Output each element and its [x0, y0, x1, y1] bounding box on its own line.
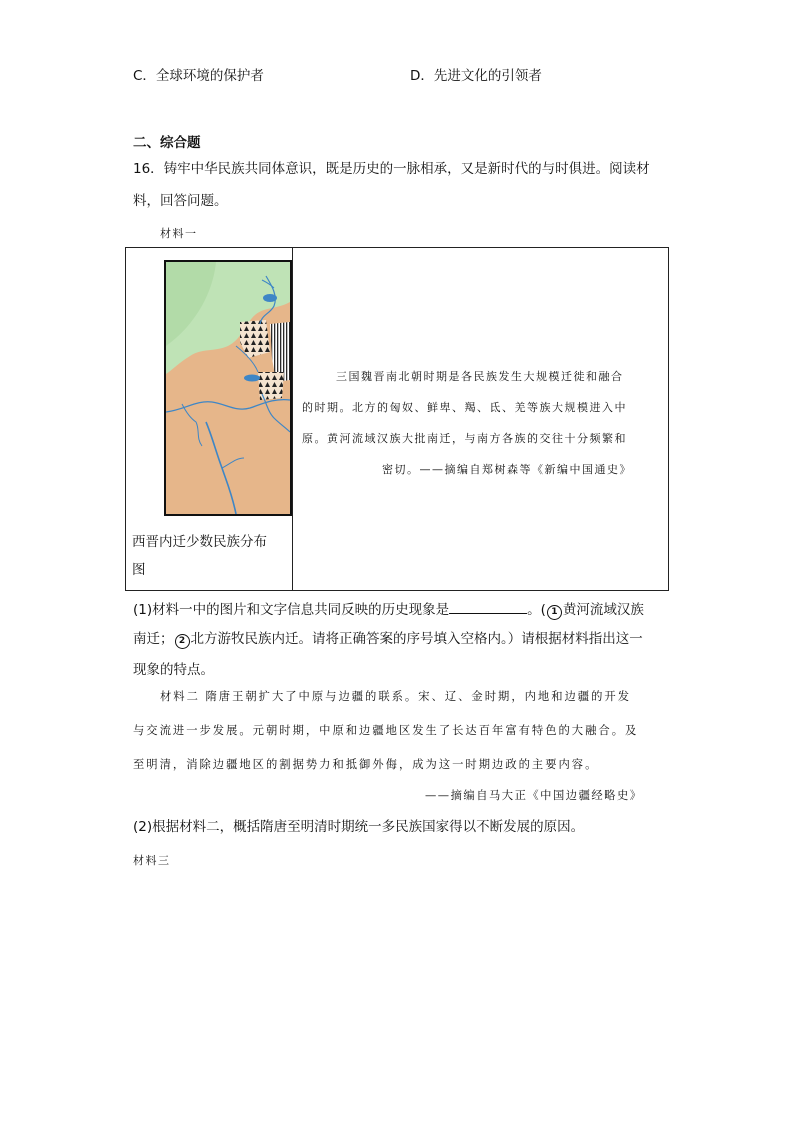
western-jin-migration-map	[164, 260, 292, 516]
map-caption-line-1: 西晋内迁少数民族分布	[132, 534, 267, 550]
circled-number-2: 2	[175, 634, 190, 649]
sub-question-1-line-1	[133, 599, 644, 620]
material-1-text-line-2: 的时期。北方的匈奴、鲜卑、羯、氐、羌等族大规模进入中	[302, 401, 627, 414]
sub-question-2: (2)根据材料二，概括隋唐至明清时期统一多民族国家得以不断发展的原因。	[133, 819, 585, 835]
map-graphic	[166, 262, 290, 514]
map-caption-line-2: 图	[132, 562, 146, 578]
sub1-part-2: 。(	[527, 602, 546, 618]
section-title: 二、综合题	[133, 135, 201, 151]
material-2-line-2: 与交流进一步发展。元朝时期，中原和边疆地区发生了长达百年富有特色的大融合。及	[133, 724, 639, 737]
option-c: C．全球环境的保护者	[133, 68, 264, 84]
material-2-source: ——摘编自马大正《中国边疆经略史》	[425, 789, 643, 802]
material-1-label: 材料一	[160, 227, 198, 240]
sub1-part-3: 黄河流域汉族	[562, 602, 644, 618]
question-line-2: 料，回答问题。	[133, 193, 228, 209]
material-2-line-3: 至明清，消除边疆地区的割据势力和抵御外侮，成为这一时期边政的主要内容。	[133, 758, 599, 771]
sub1-line2-a: 南迁；	[133, 631, 174, 647]
sub-question-1-line-2	[133, 629, 643, 649]
material-1-text-line-4: 密切。——摘编自郑树森等《新编中国通史》	[382, 463, 632, 476]
sub1-line2-b: 北方游牧民族内迁。请将正确答案的序号填入空格内。）请根据材料指出这一	[190, 631, 643, 647]
table-divider	[292, 248, 293, 590]
circled-number-1: 1	[547, 605, 562, 620]
answer-blank[interactable]	[449, 599, 527, 614]
sub1-part-1: (1)材料一中的图片和文字信息共同反映的历史现象是	[133, 602, 450, 618]
material-1-text-line-1: 三国魏晋南北朝时期是各民族发生大规模迁徙和融合	[336, 370, 624, 383]
material-1-table	[125, 247, 669, 591]
material-1-text-line-3: 原。黄河流域汉族大批南迁，与南方各族的交往十分频繁和	[302, 432, 627, 445]
question-line-1: 16．铸牢中华民族共同体意识，既是历史的一脉相承，又是新时代的与时俱进。阅读材	[133, 161, 650, 177]
sub-question-1-line-3: 现象的特点。	[133, 662, 214, 678]
material-2-line-1: 材料二 隋唐王朝扩大了中原与边疆的联系。宋、辽、金时期，内地和边疆的开发	[160, 690, 631, 703]
option-d: D．先进文化的引领者	[410, 68, 542, 84]
map-caption	[132, 528, 267, 584]
material-1-text	[302, 361, 660, 485]
material-3-label: 材料三	[133, 854, 171, 867]
